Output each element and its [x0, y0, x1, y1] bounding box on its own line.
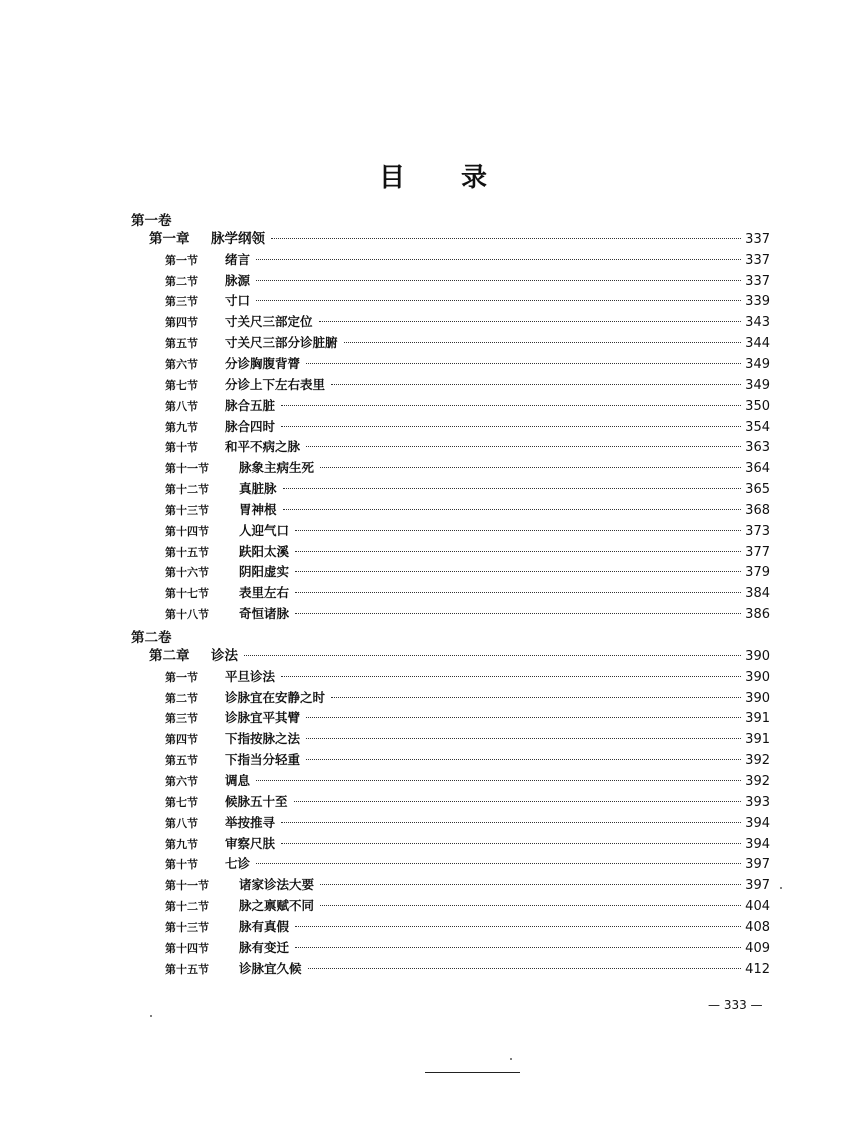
volume-heading: 第二卷: [131, 630, 172, 646]
dot-leader: [256, 863, 741, 864]
section-label: 第五节: [165, 337, 198, 351]
section-title: 趺阳太溪: [239, 543, 290, 559]
dot-leader: [281, 426, 741, 427]
section-entry[interactable]: [165, 562, 770, 582]
dot-leader: [319, 321, 742, 322]
scan-speck: [510, 1058, 512, 1060]
dot-leader: [281, 676, 741, 677]
dot-leader: [331, 384, 741, 385]
dot-leader: [306, 717, 741, 718]
section-title: 举按推寻: [225, 814, 276, 830]
section-title: 脉之禀赋不同: [239, 898, 315, 914]
dot-leader: [344, 342, 742, 343]
section-label: 第八节: [165, 399, 198, 413]
section-entry[interactable]: [165, 792, 770, 812]
section-label: 第十三节: [165, 503, 209, 517]
section-entry[interactable]: [165, 583, 770, 603]
section-title: 审察尺肤: [225, 835, 276, 851]
section-entry[interactable]: [165, 667, 770, 687]
section-label: 第十七节: [165, 587, 209, 601]
section-title: 胃神根: [239, 501, 277, 517]
page-ref: 379: [745, 565, 770, 581]
section-title: 表里左右: [239, 585, 290, 601]
section-label: 第五节: [165, 754, 198, 768]
scan-speck: [150, 1015, 152, 1017]
section-entry[interactable]: [165, 521, 770, 541]
page-ref: 390: [745, 669, 770, 685]
chapter-label: 第一章: [149, 230, 190, 247]
dot-leader: [295, 551, 741, 552]
section-title: 下指当分轻重: [225, 752, 301, 768]
section-entry[interactable]: [165, 688, 770, 708]
section-label: 第八节: [165, 816, 198, 830]
page-ref: 337: [745, 231, 770, 247]
section-entry[interactable]: [165, 375, 770, 395]
dot-leader: [283, 509, 742, 510]
section-entry[interactable]: [165, 458, 770, 478]
section-title: 人迎气口: [239, 522, 290, 538]
section-title: 调息: [225, 772, 251, 788]
section-title: 诊脉宜在安静之时: [225, 689, 326, 705]
chapter-title: 脉学纲领: [211, 230, 265, 247]
section-entry[interactable]: [165, 854, 770, 874]
section-entry[interactable]: [165, 729, 770, 749]
dot-leader: [281, 405, 741, 406]
dot-leader: [283, 488, 742, 489]
page-ref: 390: [745, 648, 770, 664]
section-title: 奇恒诸脉: [239, 606, 290, 622]
page-ref: 344: [745, 336, 770, 352]
dot-leader: [295, 926, 741, 927]
section-label: 第一节: [165, 253, 198, 267]
section-label: 第十节: [165, 441, 198, 455]
section-entry[interactable]: [165, 500, 770, 520]
scan-artifact-line: [425, 1072, 520, 1073]
page-ref: 392: [745, 773, 770, 789]
page-ref: 409: [745, 940, 770, 956]
section-title: 脉合四时: [225, 418, 276, 434]
section-entry[interactable]: [165, 354, 770, 374]
dot-leader: [256, 300, 741, 301]
chapter-title: 诊法: [211, 647, 238, 664]
page-ref: 363: [745, 440, 770, 456]
section-entry[interactable]: [165, 896, 770, 916]
section-title: 和平不病之脉: [225, 439, 301, 455]
section-entry[interactable]: [165, 771, 770, 791]
section-entry[interactable]: [165, 813, 770, 833]
page-ref: 408: [745, 919, 770, 935]
page-ref: 397: [745, 857, 770, 873]
section-title: 下指按脉之法: [225, 731, 301, 747]
section-entry[interactable]: [165, 250, 770, 270]
dot-leader: [294, 801, 742, 802]
dot-leader: [256, 280, 741, 281]
page-ref: 391: [745, 732, 770, 748]
section-entry[interactable]: [165, 917, 770, 937]
section-label: 第三节: [165, 295, 198, 309]
section-label: 第三节: [165, 712, 198, 726]
section-title: 诊脉宜平其臂: [225, 710, 301, 726]
section-label: 第七节: [165, 795, 198, 809]
section-label: 第十八节: [165, 608, 209, 622]
section-title: 诊脉宜久候: [239, 960, 302, 976]
section-entry[interactable]: [165, 750, 770, 770]
section-label: 第二节: [165, 274, 198, 288]
page-ref: 384: [745, 586, 770, 602]
section-entry[interactable]: [165, 938, 770, 958]
section-label: 第十一节: [165, 879, 209, 893]
chapter-label: 第二章: [149, 647, 190, 664]
dot-leader: [295, 592, 741, 593]
scan-speck: [780, 887, 782, 889]
dot-leader: [244, 655, 741, 656]
section-title: 分诊胸腹背膂: [225, 355, 301, 371]
page-ref: 393: [745, 794, 770, 810]
section-entry[interactable]: [165, 479, 770, 499]
dot-leader: [320, 884, 741, 885]
dot-leader: [256, 780, 741, 781]
section-entry[interactable]: [165, 604, 770, 624]
section-entry[interactable]: [165, 834, 770, 854]
section-entry[interactable]: [165, 291, 770, 311]
page-title: 目录: [378, 163, 543, 193]
section-label: 第二节: [165, 691, 198, 705]
dot-leader: [306, 363, 741, 364]
page-ref: 390: [745, 690, 770, 706]
section-entry[interactable]: [165, 708, 770, 728]
page-ref: 337: [745, 273, 770, 289]
section-title: 寸关尺三部分诊脏腑: [225, 335, 338, 351]
page-ref: 337: [745, 252, 770, 268]
page-ref: 349: [745, 356, 770, 372]
section-title: 脉源: [225, 272, 251, 288]
page-ref: 339: [745, 294, 770, 310]
section-label: 第四节: [165, 733, 198, 747]
section-entry[interactable]: [165, 271, 770, 291]
dot-leader: [306, 446, 741, 447]
section-label: 第十六节: [165, 566, 209, 580]
dot-leader: [308, 968, 742, 969]
page-ref: 404: [745, 899, 770, 915]
section-title: 候脉五十至: [225, 793, 288, 809]
page-ref: 392: [745, 753, 770, 769]
section-label: 第九节: [165, 420, 198, 434]
page-ref: 350: [745, 398, 770, 414]
section-title: 寸口: [225, 293, 251, 309]
page-ref: 349: [745, 377, 770, 393]
page-ref: 365: [745, 482, 770, 498]
dot-leader: [331, 697, 741, 698]
page-ref: 394: [745, 815, 770, 831]
dot-leader: [295, 947, 741, 948]
page-ref: 373: [745, 523, 770, 539]
section-title: 寸关尺三部定位: [225, 314, 313, 330]
section-title: 平旦诊法: [225, 668, 276, 684]
section-title: 脉象主病生死: [239, 460, 315, 476]
section-entry[interactable]: [165, 396, 770, 416]
section-label: 第十三节: [165, 920, 209, 934]
page-ref: 343: [745, 315, 770, 331]
section-label: 第六节: [165, 774, 198, 788]
section-title: 分诊上下左右表里: [225, 376, 326, 392]
section-label: 第九节: [165, 837, 198, 851]
section-label: 第十一节: [165, 462, 209, 476]
section-entry[interactable]: [165, 417, 770, 437]
section-label: 第十五节: [165, 545, 209, 559]
dot-leader: [295, 571, 741, 572]
page-ref: 386: [745, 607, 770, 623]
chapter-entry[interactable]: [149, 229, 770, 249]
page-ref: 364: [745, 461, 770, 477]
chapter-entry[interactable]: [149, 646, 770, 666]
section-entry[interactable]: [165, 959, 770, 979]
section-title: 脉有真假: [239, 918, 290, 934]
page-ref: 377: [745, 544, 770, 560]
dot-leader: [306, 759, 741, 760]
section-title: 脉有变迁: [239, 939, 290, 955]
section-entry[interactable]: [165, 875, 770, 895]
page-ref: 391: [745, 711, 770, 727]
dot-leader: [295, 613, 741, 614]
section-label: 第七节: [165, 378, 198, 392]
page-number: — 333 —: [708, 998, 763, 1012]
section-label: 第十四节: [165, 524, 209, 538]
dot-leader: [271, 238, 741, 239]
dot-leader: [281, 822, 741, 823]
section-title: 真脏脉: [239, 481, 277, 497]
section-entry[interactable]: [165, 333, 770, 353]
page-ref: 394: [745, 836, 770, 852]
section-label: 第十节: [165, 858, 198, 872]
volume-heading: 第一卷: [131, 213, 172, 229]
dot-leader: [281, 843, 741, 844]
page-ref: 412: [745, 961, 770, 977]
dot-leader: [295, 530, 741, 531]
section-entry[interactable]: [165, 437, 770, 457]
section-label: 第十五节: [165, 962, 209, 976]
page-ref: 354: [745, 419, 770, 435]
section-label: 第十二节: [165, 900, 209, 914]
section-label: 第十二节: [165, 483, 209, 497]
page-ref: 397: [745, 878, 770, 894]
section-entry[interactable]: [165, 542, 770, 562]
page-ref: 368: [745, 502, 770, 518]
section-label: 第十四节: [165, 941, 209, 955]
dot-leader: [320, 905, 741, 906]
section-title: 七诊: [225, 856, 251, 872]
dot-leader: [256, 259, 741, 260]
section-label: 第一节: [165, 670, 198, 684]
section-label: 第四节: [165, 316, 198, 330]
section-title: 脉合五脏: [225, 397, 276, 413]
section-entry[interactable]: [165, 312, 770, 332]
dot-leader: [306, 738, 741, 739]
section-label: 第六节: [165, 357, 198, 371]
section-title: 阴阳虚实: [239, 564, 290, 580]
dot-leader: [320, 467, 741, 468]
section-title: 诸家诊法大要: [239, 877, 315, 893]
section-title: 绪言: [225, 251, 251, 267]
